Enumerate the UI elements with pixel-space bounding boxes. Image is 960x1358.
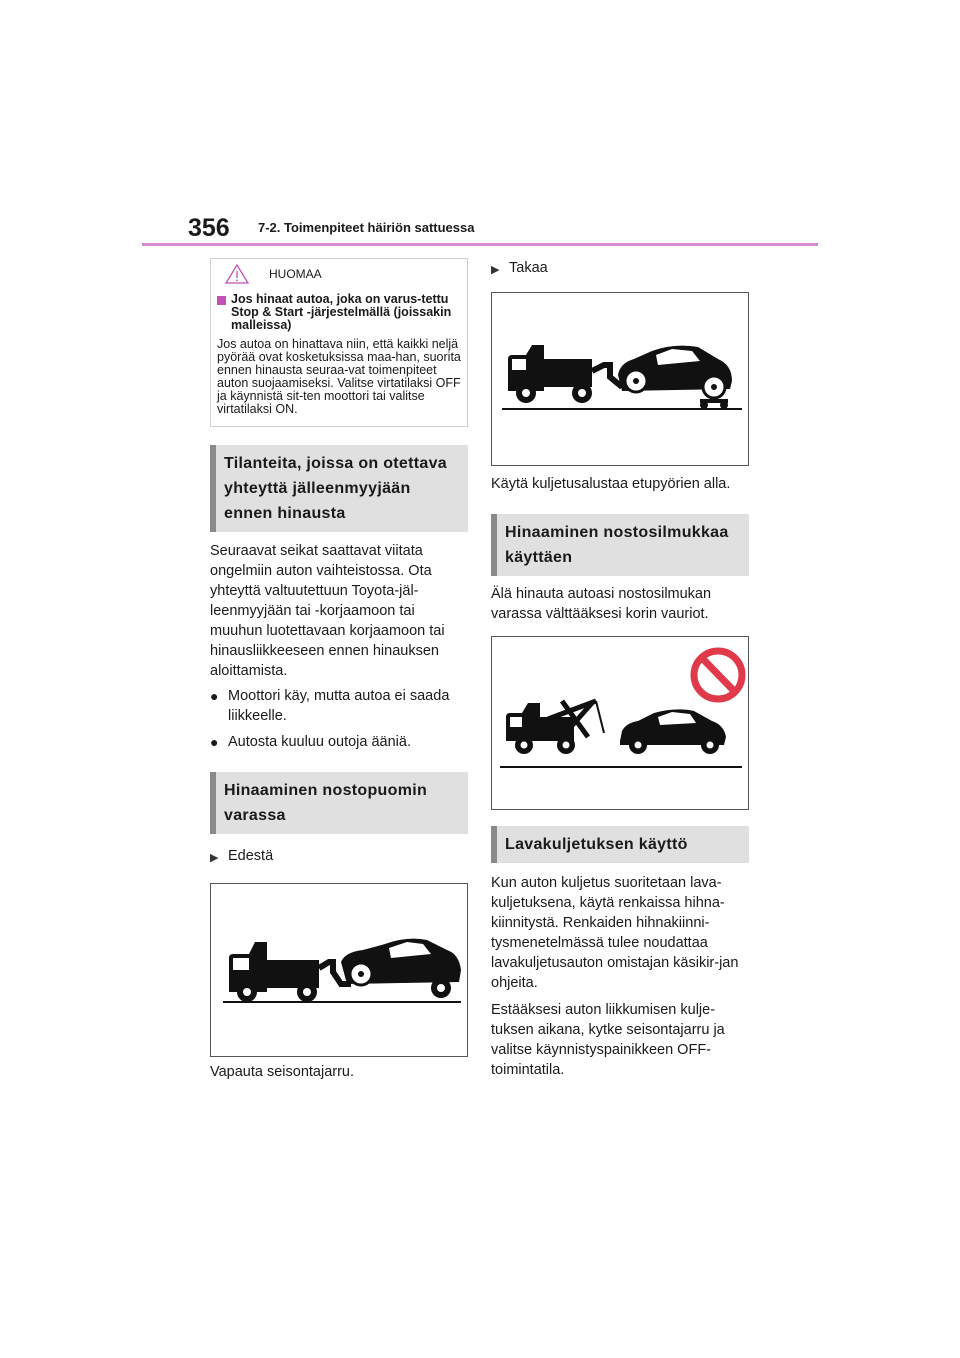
section-title: 7-2. Toimenpiteet häiriön sattuessa [258, 220, 475, 235]
paragraph-transmission: Seuraavat seikat saattavat viitata ongelmiin auton vaihteistossa. Ota yhteyttä valtuutettuun Toyota-jäl-leenmyyjään tai -korjaamoon tai muuhun luotettavaan korjaamoon tai hinausliikkeeseen ennen hinauksen aloittamista. [210, 543, 445, 679]
caution-body: Jos autoa on hinattava niin, että kaikki neljä pyörää ovat kosketuksissa maa-han, suorita ennen hinausta seuraa-vat toimenpiteet auton suojaamiseksi. Valitse virtatilaksi OFF ja käynnistä sit-ten moottori tai valitse virtatilaksi ON. [217, 337, 461, 416]
tow-truck-front-illustration [211, 884, 469, 1056]
bullet-text: Autosta kuuluu outoja ääniä. [228, 734, 411, 750]
label-rear-text: Takaa [509, 260, 548, 276]
paragraph-eye-towing: Älä hinauta autoasi nostosilmukan varassa välttääksesi korin vauriot. [491, 586, 712, 622]
bullet-item-noise [210, 732, 468, 752]
bullet-dot-icon: ● [210, 734, 219, 750]
left-column [210, 258, 468, 1082]
tow-eye-illustration [492, 637, 750, 809]
page-number: 356 [188, 214, 230, 242]
prohibited-icon [694, 651, 742, 699]
paragraph-flatbed-straps: Kun auton kuljetus suoritetaan lava-kuljetuksena, käytä renkaissa hihna-kiinnitystä. Renkaiden hihnakiinni-tysmenetelmässä tulee noudattaa lavakuljetusauton omistajan käsikir-jan ohjeita. [491, 875, 739, 991]
arrow-right-icon: ▶ [491, 264, 500, 276]
caution-label: HUOMAA [269, 267, 322, 281]
warning-triangle-icon [225, 264, 249, 284]
arrow-right-icon: ▶ [210, 852, 219, 864]
caption-rear: Käytä kuljetusalustaa etupyörien alla. [491, 476, 731, 492]
heading-dealer-contact: Tilanteita, joissa on otettava yhteyttä jälleenmyyjään ennen hinausta [210, 445, 468, 532]
bullet-item-engine [210, 686, 468, 726]
illustration-tow-rear [491, 292, 749, 466]
caution-subheading [217, 293, 461, 332]
caution-box [210, 258, 468, 427]
illustration-tow-eye [491, 636, 749, 810]
tow-truck-rear-illustration [492, 293, 750, 465]
heading-eye-towing: Hinaaminen nostosilmukkaa käyttäen [491, 514, 749, 576]
heading-flatbed: Lavakuljetuksen käyttö [491, 826, 749, 863]
heading-boom-towing: Hinaaminen nostopuomin varassa [210, 772, 468, 834]
paragraph-flatbed-parking: Estääksesi auton liikkumisen kulje-tuksen aikana, kytke seisontajarru ja valitse käynnistyspainikkeen OFF-toimintatila. [491, 1002, 725, 1078]
caution-subheading-text: Jos hinaat autoa, joka on varus-tettu Stop & Start -järjestelmällä (joissakin malleissa) [231, 292, 452, 332]
illustration-tow-front [210, 883, 468, 1057]
label-front-text: Edestä [228, 848, 274, 864]
label-front [210, 846, 468, 868]
label-rear [491, 258, 749, 280]
square-bullet-icon [217, 296, 226, 305]
header-rule [142, 243, 818, 246]
right-column [491, 258, 749, 1080]
caption-front: Vapauta seisontajarru. [210, 1064, 355, 1080]
bullet-text: Moottori käy, mutta autoa ei saada liikkeelle. [228, 688, 450, 724]
caution-header [217, 259, 461, 289]
bullet-dot-icon: ● [210, 688, 219, 704]
